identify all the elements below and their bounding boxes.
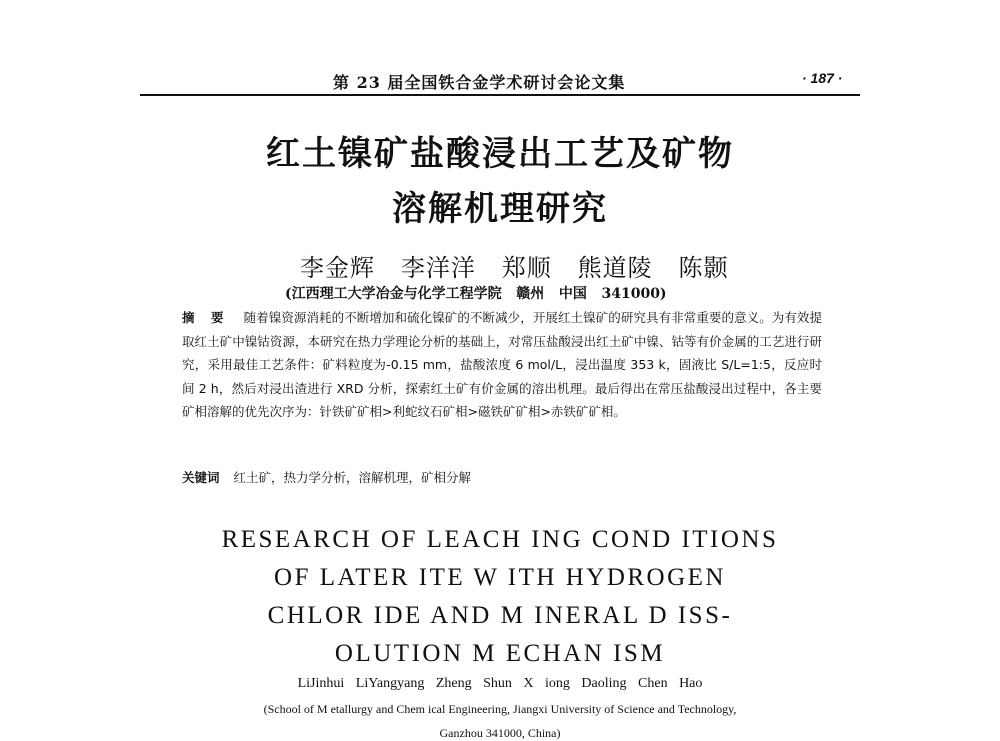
- english-authors: LiJinhui LiYangyang Zheng Shun X iong Daoling Chen Hao: [297, 676, 703, 691]
- english-affiliation: (School of M etallurgy and Chem ical Engineering, Jiangxi University of Science and Technology,: [263, 702, 737, 716]
- header-rule: [140, 94, 860, 96]
- keywords-text: 红土矿，热力学分析，溶解机理，矿相分解: [233, 470, 472, 485]
- english-location: Ganzhou 341000, China): [439, 726, 561, 740]
- chinese-abstract: [182, 306, 822, 424]
- english-title-line-1: RESEARCH OF LEACH ING COND ITIONS: [221, 526, 779, 553]
- keywords-label: 关键词: [182, 470, 220, 485]
- chinese-keywords: [182, 468, 822, 486]
- chinese-affiliation: (江西理工大学冶金与化学工程学院 赣州 中国 341000): [285, 286, 667, 302]
- english-title-line-2: OF LATER ITE W ITH HYDROGEN: [274, 564, 726, 591]
- english-title-line-3: CHLOR IDE AND M INERAL D ISS-: [267, 602, 733, 629]
- chinese-title-line-1: 红土镍矿盐酸浸出工艺及矿物: [266, 134, 734, 174]
- abstract-text: 随着镍资源消耗的不断增加和硫化镍矿的不断减少，开展红土镍矿的研究具有非常重要的意义。为有效提取红土矿中镍钴资源，本研究在热力学理论分析的基础上，对常压盐酸浸出红土矿中镍、钴等有价金属的工艺进行研究，采用最佳工艺条件：矿料粒度为-0.15 mm，盐酸浓度 6 mol/L，浸出温度 353 k，固液比 S/L=1:5，反应时间 2 h，然后对浸出渣进行 XRD 分析，探索红土矿有价金属的溶出机理。最后得出在常压盐酸浸出过程中，各主要矿相溶解的优先次序为：针铁矿矿相>利蛇纹石矿相>磁铁矿矿相>赤铁矿矿相。: [182, 310, 822, 419]
- page-number: · 187 ·: [802, 70, 843, 86]
- running-header-journal: 第 23 届全国铁合金学术研讨会论文集: [333, 73, 626, 92]
- abstract-label: 摘 要: [182, 310, 230, 325]
- chinese-authors: 李金辉 李洋洋 郑顺 熊道陵 陈颢: [300, 254, 729, 282]
- english-title-line-4: OLUTION M ECHAN ISM: [334, 640, 666, 667]
- chinese-title-line-2: 溶解机理研究: [392, 189, 608, 229]
